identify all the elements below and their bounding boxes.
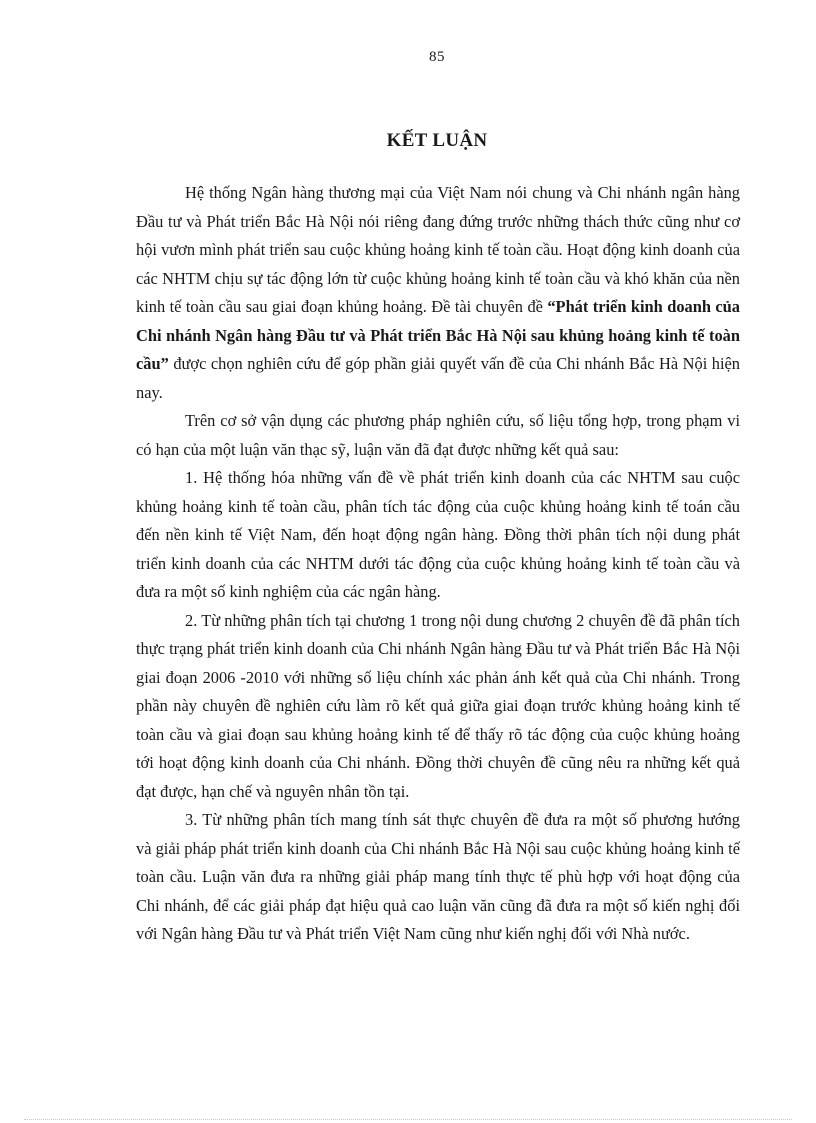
paragraph-intro (136, 179, 740, 407)
paragraph-intro-text-end: được chọn nghiên cứu để góp phần giải quyết vấn đề của Chi nhánh Bắc Hà Nội hiện nay. (136, 354, 740, 402)
page-bottom-divider (24, 1119, 792, 1120)
thesis-topic-title: “Phát triển kinh doanh của Chi nhánh Ngân hàng Đầu tư và Phát triển Bắc Hà Nội sau khủng hoảng kinh tế toàn cầu” (136, 297, 740, 373)
document-body (136, 179, 740, 949)
page-title: KẾT LUẬN (386, 130, 488, 151)
paragraph-result-2: 2. Từ những phân tích tại chương 1 trong nội dung chương 2 chuyên đề đã phân tích thực trạng phát triển kinh doanh của Chi nhánh Ngân hàng Đầu tư và Phát triển Bắc Hà Nội giai đoạn 2006 -2010 với những số liệu chính xác phản ánh kết quả của Chi nhánh. Trong phần này chuyên đề nghiên cứu làm rõ kết quả giữa giai đoạn trước khủng hoảng kinh tế toàn cầu và giai đoạn sau khủng hoảng kinh tế để thấy rõ tác động của cuộc khủng hoảng tới hoạt động kinh doanh của Chi nhánh. Đồng thời chuyên đề cũng nêu ra những kết quả đạt được, hạn chế và nguyên nhân tồn tại. (136, 610, 740, 801)
paragraph-results-lead: Trên cơ sở vận dụng các phương pháp nghiên cứu, số liệu tổng hợp, trong phạm vi có hạn của một luận văn thạc sỹ, luận văn đã đạt được những kết quả sau: (136, 411, 740, 459)
paragraph-result-1: 1. Hệ thống hóa những vấn đề về phát triển kinh doanh của các NHTM sau cuộc khủng hoảng kinh tế toàn cầu, phân tích tác động của cuộc khủng hoảng kinh tế toán cầu đến nền kinh tế Việt Nam, đến hoạt động ngân hàng. Đồng thời phân tích nội dung phát triển kinh doanh của các NHTM dưới tác động của cuộc khủng hoảng kinh tế toàn cầu và đưa ra một số kinh nghiệm của các ngân hàng. (136, 468, 740, 601)
paragraph-result-3: 3. Từ những phân tích mang tính sát thực chuyên đề đưa ra một số phương hướng và giải pháp phát triển kinh doanh của Chi nhánh Bắc Hà Nội sau cuộc khủng hoảng kinh tế toàn cầu. Luận văn đưa ra những giải pháp mang tính thực tế phù hợp với hoạt động của Chi nhánh, để các giải pháp đạt hiệu quả cao luận văn cũng đã đưa ra một số kiến nghị đối với Ngân hàng Đầu tư và Phát triển Việt Nam cũng như kiến nghị đối với Nhà nước. (136, 810, 740, 943)
page-number: 85 (429, 49, 445, 65)
paragraph-intro-text: Hệ thống Ngân hàng thương mại của Việt Nam nói chung và Chi nhánh ngân hàng Đầu tư và Phát triển Bắc Hà Nội nói riêng đang đứng trước những thách thức cũng như cơ hội vươn mình phát triển sau cuộc khủng hoảng kinh tế toàn cầu. Hoạt động kinh doanh của các NHTM chịu sự tác động lớn từ cuộc khủng hoảng kinh tế toàn cầu và khó khăn của nền kinh tế toàn cầu sau giai đoạn khủng hoảng. Đề tài chuyên đề (136, 183, 740, 316)
